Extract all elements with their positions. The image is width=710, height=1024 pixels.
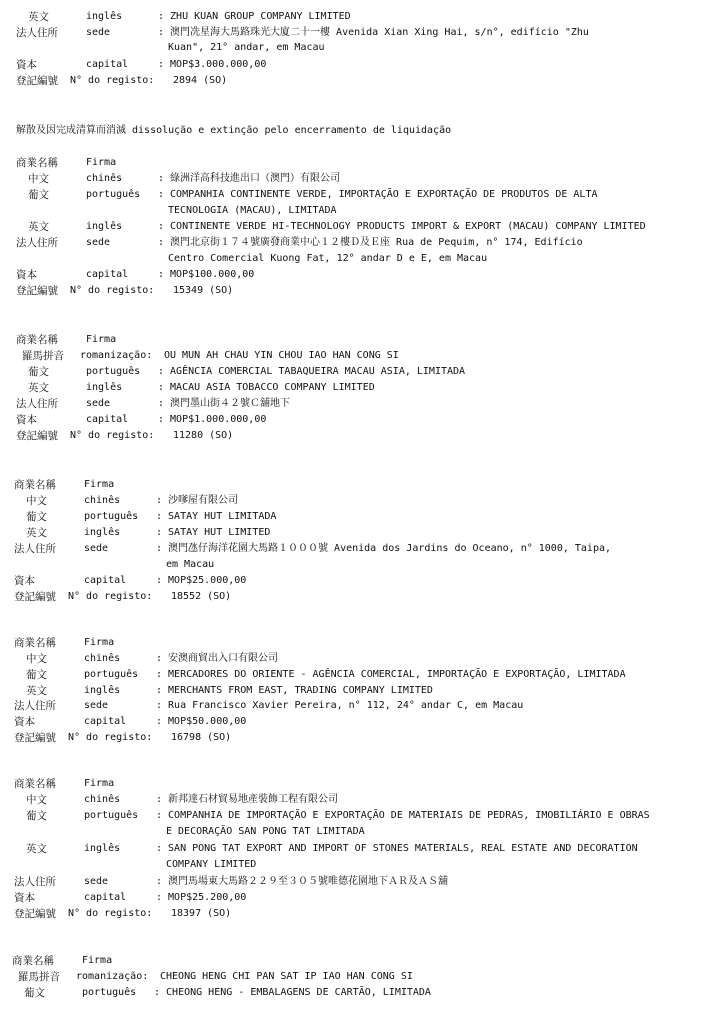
field-value: : 綠洲洋高科技進出口（澳門）有限公司: [158, 173, 341, 184]
field-label-cn: 葡文: [26, 810, 47, 822]
field-label-pt: inglês: [84, 843, 121, 854]
field-value: 15349 (SO): [173, 285, 234, 296]
field-label-pt: Firma: [84, 778, 115, 789]
field-label-pt: chinês: [84, 794, 121, 805]
field-label-pt: português: [84, 511, 139, 522]
field-label-pt: inglês: [86, 382, 123, 393]
field-value: 18397 (SO): [171, 908, 232, 919]
field-value: : Rua Francisco Xavier Pereira, n° 112, 24° andar C, em Macau: [156, 700, 524, 711]
field-label-cn: 商業名稱: [16, 334, 58, 346]
field-label-cn: 資本: [14, 575, 35, 587]
field-label-cn: 商業名稱: [14, 479, 56, 491]
field-label-cn: 英文: [28, 382, 49, 394]
field-label-cn: 中文: [26, 794, 47, 806]
field-label-pt: Firma: [84, 637, 115, 648]
field-value: OU MUN AH CHAU YIN CHOU IAO HAN CONG SI: [164, 350, 399, 361]
field-label-cn: 登記編號: [14, 732, 56, 744]
field-label-pt: sede: [86, 398, 111, 409]
field-label-pt: chinês: [86, 173, 123, 184]
field-label-pt: português: [86, 366, 141, 377]
field-label-cn: 羅馬拼音: [18, 971, 60, 983]
field-value-cont: Centro Comercial Kuong Fat, 12° andar D e E, em Macau: [168, 253, 488, 264]
section-heading: 解散及因完成清算而消滅 dissolução e extinção pelo encerramento de liquidação: [16, 125, 452, 136]
field-value-cont: COMPANY LIMITED: [166, 859, 257, 870]
field-label-pt: português: [86, 189, 141, 200]
field-label-pt: N° do registo:: [70, 285, 155, 296]
field-label-cn: 中文: [26, 495, 47, 507]
field-label-pt: sede: [84, 700, 109, 711]
field-label-pt: inglês: [84, 685, 121, 696]
field-label-pt: inglês: [84, 527, 121, 538]
field-label-pt: capital: [84, 892, 127, 903]
field-value: : 安澳商貿出入口有限公司: [156, 653, 279, 664]
field-label-pt: sede: [86, 27, 111, 38]
field-label-pt: N° do registo:: [68, 732, 153, 743]
field-label-pt: inglês: [86, 221, 123, 232]
field-value: : 沙嗲屋有限公司: [156, 495, 239, 506]
field-value: : SATAY HUT LIMITED: [156, 527, 271, 538]
field-label-pt: N° do registo:: [70, 430, 155, 441]
field-label-pt: sede: [86, 237, 111, 248]
field-label-cn: 英文: [26, 527, 47, 539]
field-label-cn: 中文: [26, 653, 47, 665]
field-label-pt: Firma: [84, 479, 115, 490]
field-value: : 澳門冼星海大馬路珠光大廈二十一樓 Avenida Xian Xing Hai, s/n°, edifício "Zhu: [158, 27, 589, 38]
field-label-pt: português: [84, 810, 139, 821]
field-label-pt: romanização:: [76, 971, 149, 982]
field-label-cn: 資本: [14, 892, 35, 904]
field-value: : COMPANHIA CONTINENTE VERDE, IMPORTAÇÃO E EXPORTAÇÃO DE PRODUTOS DE ALTA: [158, 189, 598, 200]
field-label-pt: capital: [86, 269, 129, 280]
field-label-cn: 商業名稱: [12, 955, 54, 967]
field-label-pt: sede: [84, 876, 109, 887]
field-label-cn: 資本: [14, 716, 35, 728]
field-value: 18552 (SO): [171, 591, 232, 602]
field-value: : CONTINENTE VERDE HI-TECHNOLOGY PRODUCTS IMPORT & EXPORT (MACAU) COMPANY LIMITED: [158, 221, 646, 232]
field-label-pt: N° do registo:: [68, 908, 153, 919]
field-label-cn: 法人住所: [14, 700, 56, 712]
field-label-pt: N° do registo:: [70, 75, 155, 86]
field-value: : CHEONG HENG - EMBALAGENS DE CARTÃO, LIMITADA: [154, 987, 431, 998]
field-label-cn: 英文: [26, 843, 47, 855]
field-label-cn: 葡文: [28, 366, 49, 378]
field-value-cont: E DECORAÇÃO SAN PONG TAT LIMITADA: [166, 826, 365, 837]
field-label-pt: capital: [86, 414, 129, 425]
field-label-cn: 羅馬拼音: [22, 350, 64, 362]
field-label-cn: 商業名稱: [14, 778, 56, 790]
field-value: : MOP$3.000.000,00: [158, 59, 267, 70]
field-label-pt: capital: [84, 716, 127, 727]
field-label-cn: 法人住所: [16, 27, 58, 39]
field-label-cn: 葡文: [24, 987, 45, 999]
field-value: : COMPANHIA DE IMPORTAÇÃO E EXPORTAÇÃO DE MATERIAIS DE PEDRAS, IMOBILIÁRIO E OBRAS: [156, 810, 650, 821]
field-label-cn: 登記編號: [14, 591, 56, 603]
field-value: : 澳門氹仔海洋花園大馬路１０００號 Avenida dos Jardins do Oceano, n° 1000, Taipa,: [156, 543, 612, 554]
field-label-cn: 葡文: [26, 511, 47, 523]
field-label-cn: 中文: [28, 173, 49, 185]
field-value: : 澳門墨山街４２號Ｃ舖地下: [158, 398, 291, 409]
field-value: CHEONG HENG CHI PAN SAT IP IAO HAN CONG SI: [160, 971, 413, 982]
field-label-pt: romanização:: [80, 350, 153, 361]
field-value: : MERCADORES DO ORIENTE - AGÊNCIA COMERCIAL, IMPORTAÇÃO E EXPORTAÇÃO, LIMITADA: [156, 669, 626, 680]
field-value: : 澳門馬場東大馬路２２９至３０５號唯德花園地下ＡＲ及ＡＳ舖: [156, 876, 449, 887]
field-label-pt: chinês: [84, 495, 121, 506]
field-label-cn: 資本: [16, 59, 37, 71]
field-value: : MOP$1.000.000,00: [158, 414, 267, 425]
field-label-cn: 登記編號: [16, 430, 58, 442]
field-label-pt: português: [82, 987, 137, 998]
field-label-cn: 葡文: [28, 189, 49, 201]
field-value: : MOP$50.000,00: [156, 716, 247, 727]
field-label-pt: N° do registo:: [68, 591, 153, 602]
field-label-cn: 商業名稱: [14, 637, 56, 649]
field-label-cn: 英文: [28, 221, 49, 233]
field-label-cn: 法人住所: [16, 237, 58, 249]
field-value: 16798 (SO): [171, 732, 232, 743]
field-value-cont: Kuan", 21° andar, em Macau: [168, 42, 325, 53]
field-value: : ZHU KUAN GROUP COMPANY LIMITED: [158, 11, 351, 22]
field-label-cn: 資本: [16, 414, 37, 426]
field-label-cn: 法人住所: [14, 543, 56, 555]
field-label-cn: 登記編號: [16, 75, 58, 87]
field-label-pt: inglês: [86, 11, 123, 22]
field-label-cn: 登記編號: [14, 908, 56, 920]
field-value-cont: TECNOLOGIA (MACAU), LIMITADA: [168, 205, 337, 216]
field-value: 11280 (SO): [173, 430, 234, 441]
field-label-pt: capital: [84, 575, 127, 586]
field-value: : SAN PONG TAT EXPORT AND IMPORT OF STONES MATERIALS, REAL ESTATE AND DECORATION: [156, 843, 638, 854]
field-value: : 新邦達石材貿易地產裝飾工程有限公司: [156, 794, 339, 805]
field-label-pt: sede: [84, 543, 109, 554]
field-label-cn: 商業名稱: [16, 157, 58, 169]
field-value: : MACAU ASIA TOBACCO COMPANY LIMITED: [158, 382, 375, 393]
field-value: : MOP$100.000,00: [158, 269, 255, 280]
field-label-pt: Firma: [86, 157, 117, 168]
field-label-cn: 英文: [26, 685, 47, 697]
field-value: : AGÊNCIA COMERCIAL TABAQUEIRA MACAU ASIA, LIMITADA: [158, 366, 466, 377]
field-value: : MOP$25.200,00: [156, 892, 247, 903]
field-label-pt: chinês: [84, 653, 121, 664]
field-value: 2894 (SO): [173, 75, 228, 86]
field-value: : SATAY HUT LIMITADA: [156, 511, 277, 522]
field-label-pt: capital: [86, 59, 129, 70]
field-value-cont: em Macau: [166, 559, 215, 570]
field-value: : MERCHANTS FROM EAST, TRADING COMPANY LIMITED: [156, 685, 433, 696]
field-label-cn: 登記編號: [16, 285, 58, 297]
field-label-cn: 法人住所: [14, 876, 56, 888]
field-value: : MOP$25.000,00: [156, 575, 247, 586]
field-value: : 澳門北京街１７４號廣發商業中心１２樓Ｄ及Ｅ座 Rua de Pequim, n° 174, Edifício: [158, 237, 583, 248]
field-label-pt: Firma: [86, 334, 117, 345]
field-label-cn: 法人住所: [16, 398, 58, 410]
field-label-cn: 葡文: [26, 669, 47, 681]
field-label-pt: Firma: [82, 955, 113, 966]
field-label-cn: 英文: [28, 11, 49, 23]
field-label-cn: 資本: [16, 269, 37, 281]
field-label-pt: português: [84, 669, 139, 680]
